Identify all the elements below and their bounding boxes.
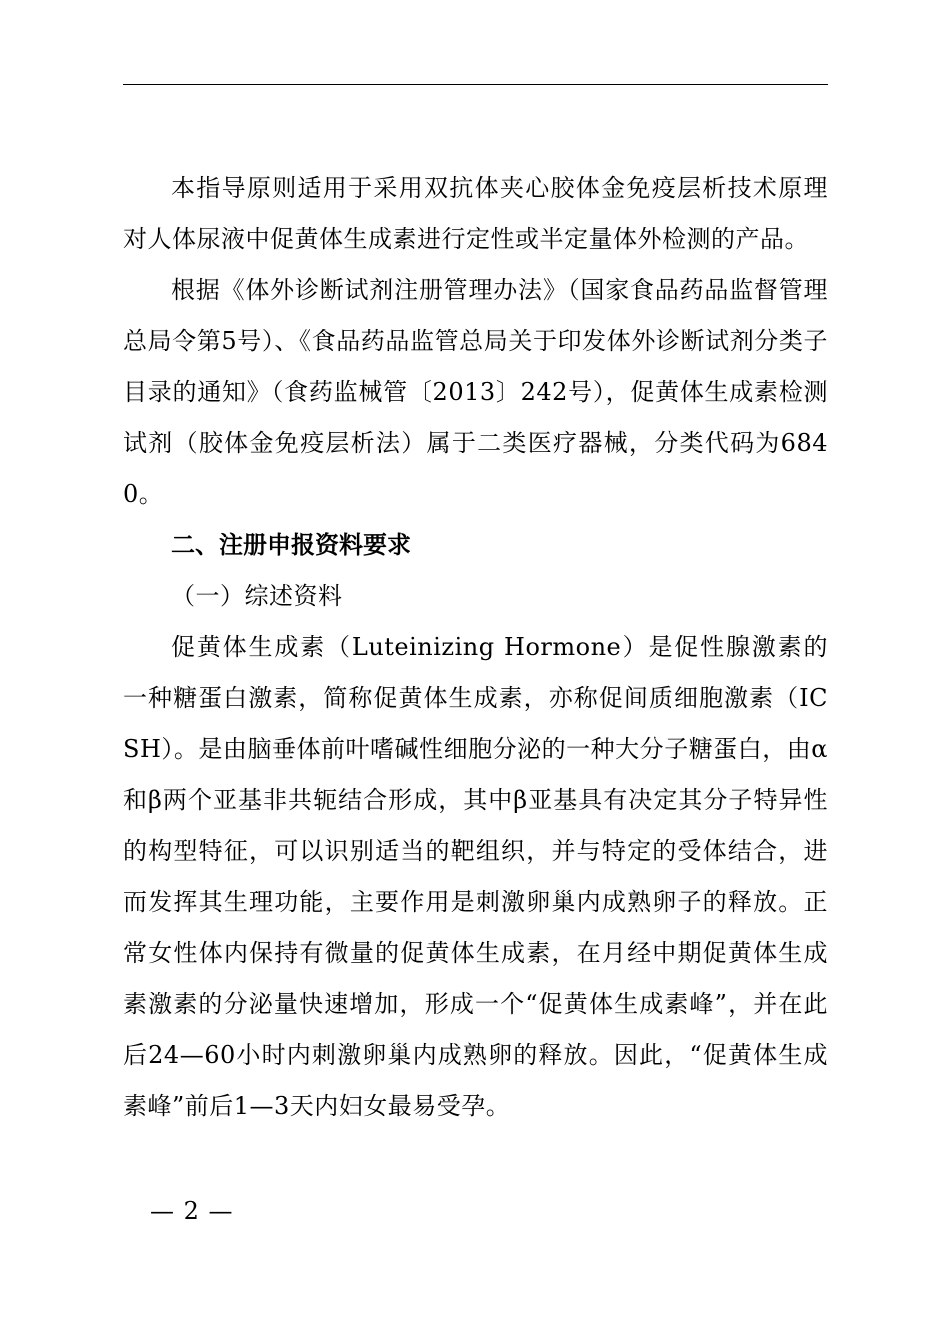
scope-paragraph: 本指导原则适用于采用双抗体夹心胶体金免疫层析技术原理对人体尿液中促黄体生成素进行定性或半定量体外检测的产品。	[123, 174, 828, 253]
classification-paragraph: 根据《体外诊断试剂注册管理办法》（国家食品药品监督管理总局令第5号）、《食品药品监管总局关于印发体外诊断试剂分类子目录的通知》（食药监械管〔2013〕242号），促黄体生成素检测试剂（胶体金免疫层析法）属于二类医疗器械，分类代码为6840。	[123, 276, 828, 508]
section-heading: 二、注册申报资料要求	[171, 531, 411, 559]
overview-paragraph: 促黄体生成素（Luteinizing Hormone）是促性腺激素的一种糖蛋白激素，简称促黄体生成素，亦称促间质细胞激素（ICSH）。是由脑垂体前叶嗜碱性细胞分泌的一种大分子糖蛋白，由α和β两个亚基非共轭结合形成，其中β亚基具有决定其分子特异性的构型特征，可以识别适当的靶组织，并与特定的受体结合，进而发挥其生理功能，主要作用是刺激卵巢内成熟卵子的释放。正常女性体内保持有微量的促黄体生成素，在月经中期促黄体生成素激素的分泌量快速增加，形成一个“促黄体生成素峰”，并在此后24—60小时内刺激卵巢内成熟卵的释放。因此，“促黄体生成素峰”前后1—3天内妇女最易受孕。	[123, 633, 828, 1120]
page-number: — 2 —	[150, 1197, 234, 1225]
subsection-heading: （一）综述资料	[171, 582, 343, 610]
document-body	[123, 163, 828, 1132]
header-rule	[123, 84, 828, 85]
